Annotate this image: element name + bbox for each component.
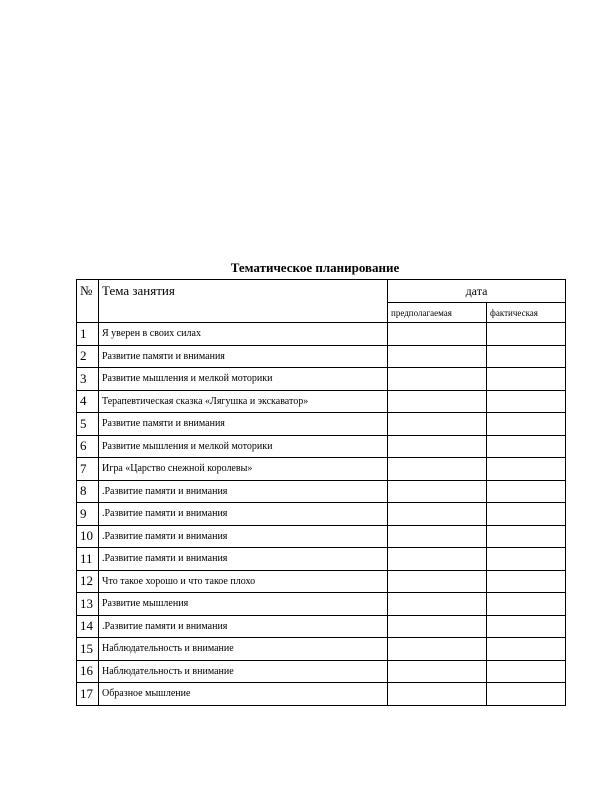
- row-topic: Терапевтическая сказка «Лягушка и экскаватор»: [99, 390, 388, 413]
- table-row: [77, 570, 566, 593]
- row-date-actual: [487, 525, 566, 548]
- row-topic: Развитие мышления: [99, 593, 388, 616]
- thematic-plan-table: [76, 279, 566, 706]
- table-row: [77, 525, 566, 548]
- header-topic: Тема занятия: [99, 280, 388, 323]
- table-body: [77, 323, 566, 706]
- row-number: 12: [77, 570, 99, 593]
- table-row: [77, 413, 566, 436]
- row-date-planned: [388, 615, 487, 638]
- row-date-actual: [487, 638, 566, 661]
- row-number: 8: [77, 480, 99, 503]
- table-row: [77, 480, 566, 503]
- row-topic: Наблюдательность и внимание: [99, 638, 388, 661]
- row-topic: Развитие мышления и мелкой моторики: [99, 435, 388, 458]
- row-date-planned: [388, 323, 487, 346]
- row-topic: .Развитие памяти и внимания: [99, 480, 388, 503]
- row-topic: Развитие памяти и внимания: [99, 413, 388, 436]
- table-row: [77, 458, 566, 481]
- row-topic: .Развитие памяти и внимания: [99, 525, 388, 548]
- table-row: [77, 323, 566, 346]
- row-date-actual: [487, 323, 566, 346]
- row-date-actual: [487, 503, 566, 526]
- row-number: 4: [77, 390, 99, 413]
- table-row: [77, 390, 566, 413]
- row-number: 2: [77, 345, 99, 368]
- row-topic: Развитие мышления и мелкой моторики: [99, 368, 388, 391]
- table-row: [77, 548, 566, 571]
- row-date-planned: [388, 660, 487, 683]
- row-number: 17: [77, 683, 99, 706]
- row-date-actual: [487, 390, 566, 413]
- row-date-planned: [388, 683, 487, 706]
- row-number: 16: [77, 660, 99, 683]
- row-number: 6: [77, 435, 99, 458]
- row-date-planned: [388, 435, 487, 458]
- row-date-planned: [388, 458, 487, 481]
- row-number: 14: [77, 615, 99, 638]
- header-date-planned: предполагаемая: [388, 303, 487, 323]
- row-date-actual: [487, 683, 566, 706]
- row-number: 7: [77, 458, 99, 481]
- row-date-actual: [487, 368, 566, 391]
- row-date-planned: [388, 638, 487, 661]
- row-topic: .Развитие памяти и внимания: [99, 503, 388, 526]
- row-date-planned: [388, 345, 487, 368]
- row-date-actual: [487, 593, 566, 616]
- row-date-planned: [388, 548, 487, 571]
- row-topic: Развитие памяти и внимания: [99, 345, 388, 368]
- table-row: [77, 368, 566, 391]
- row-number: 9: [77, 503, 99, 526]
- row-date-actual: [487, 480, 566, 503]
- row-topic: Я уверен в своих силах: [99, 323, 388, 346]
- row-number: 13: [77, 593, 99, 616]
- table-row: [77, 345, 566, 368]
- row-topic: Наблюдательность и внимание: [99, 660, 388, 683]
- row-number: 3: [77, 368, 99, 391]
- row-date-planned: [388, 480, 487, 503]
- row-date-planned: [388, 390, 487, 413]
- row-topic: .Развитие памяти и внимания: [99, 615, 388, 638]
- row-number: 5: [77, 413, 99, 436]
- row-date-actual: [487, 458, 566, 481]
- header-date-actual: фактическая: [487, 303, 566, 323]
- row-number: 11: [77, 548, 99, 571]
- table-header: [77, 280, 566, 323]
- row-date-planned: [388, 570, 487, 593]
- page-title: Тематическое планирование: [230, 260, 400, 275]
- row-date-actual: [487, 345, 566, 368]
- row-topic: .Развитие памяти и внимания: [99, 548, 388, 571]
- row-date-planned: [388, 503, 487, 526]
- row-number: 15: [77, 638, 99, 661]
- header-number: №: [77, 280, 99, 323]
- table-row: [77, 615, 566, 638]
- row-date-actual: [487, 548, 566, 571]
- row-date-planned: [388, 525, 487, 548]
- header-date-group: дата: [388, 280, 566, 303]
- table-row: [77, 638, 566, 661]
- row-date-actual: [487, 435, 566, 458]
- row-date-actual: [487, 615, 566, 638]
- row-number: 10: [77, 525, 99, 548]
- row-date-planned: [388, 413, 487, 436]
- row-date-planned: [388, 368, 487, 391]
- table-row: [77, 593, 566, 616]
- row-date-planned: [388, 593, 487, 616]
- row-date-actual: [487, 660, 566, 683]
- row-date-actual: [487, 570, 566, 593]
- table-row: [77, 503, 566, 526]
- table-row: [77, 435, 566, 458]
- row-topic: Игра «Царство снежной королевы»: [99, 458, 388, 481]
- row-topic: Что такое хорошо и что такое плохо: [99, 570, 388, 593]
- table-row: [77, 683, 566, 706]
- row-number: 1: [77, 323, 99, 346]
- row-topic: Образное мышление: [99, 683, 388, 706]
- row-date-actual: [487, 413, 566, 436]
- table-row: [77, 660, 566, 683]
